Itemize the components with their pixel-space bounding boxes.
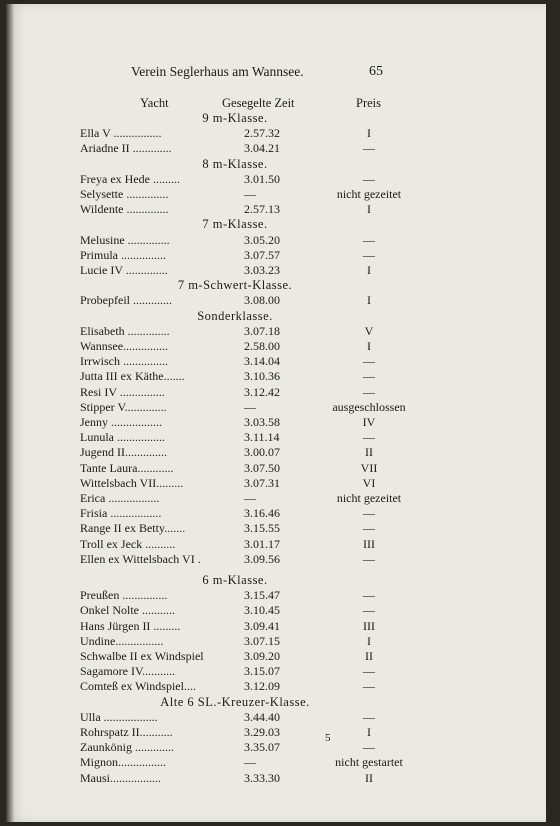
prize: — (363, 141, 375, 156)
yacht-name: Hans Jürgen II ......... (80, 618, 181, 633)
class-heading-label: Alte 6 SL.-Kreuzer-Klasse. (160, 694, 310, 709)
result-row (6, 339, 546, 354)
yacht-name: Freya ex Hede ......... (80, 171, 180, 186)
sailed-time: 3.05.20 (244, 232, 280, 247)
result-row (6, 369, 546, 384)
yacht-name: Tante Laura............ (80, 460, 174, 475)
sailed-time: 3.07.31 (244, 475, 280, 490)
prize: II (365, 649, 373, 663)
yacht-name: Probepfeil ............. (80, 293, 172, 308)
prize: I (367, 633, 371, 648)
sailed-time: — (244, 187, 256, 201)
sailed-time: 3.09.41 (244, 618, 280, 633)
sailed-time: 3.01.17 (244, 536, 280, 551)
yacht-name: Sagamore IV........... (80, 664, 176, 679)
prize: — (363, 603, 375, 618)
result-row (6, 233, 546, 248)
sailed-time: 3.07.15 (244, 633, 280, 648)
result-row (6, 740, 546, 755)
result-row (6, 649, 546, 664)
result-row (6, 771, 546, 786)
sailed-time: 3.10.45 (244, 603, 280, 618)
prize: VI (362, 475, 376, 490)
sailed-time: 3.29.03 (244, 725, 280, 739)
sailed-time: — (244, 399, 256, 414)
class-heading-label: Sonderklasse. (197, 308, 273, 323)
result-row (6, 461, 546, 476)
sailed-time: 3.33.30 (244, 770, 280, 785)
prize: — (363, 740, 375, 755)
prize: nicht gezeitet (336, 187, 402, 201)
result-row (6, 400, 546, 415)
class-heading-label: 9 m-Klasse. (202, 111, 268, 125)
prize: I (367, 202, 371, 217)
class-heading-label: 6 m-Klasse. (202, 573, 268, 587)
sailed-time: 3.44.40 (244, 709, 280, 724)
prize: I (367, 126, 371, 141)
yacht-name: Stipper V.............. (80, 399, 167, 414)
class-heading (6, 573, 546, 588)
result-row (6, 445, 546, 460)
yacht-name: Zaunkönig ............. (80, 740, 174, 755)
class-heading (6, 278, 546, 293)
yacht-name: Selysette .............. (80, 187, 169, 201)
result-row (6, 521, 546, 536)
sailed-time: — (244, 491, 256, 505)
prize: — (363, 679, 375, 694)
sailed-time: 3.04.21 (244, 141, 280, 156)
result-row (6, 248, 546, 263)
prize: III (363, 618, 375, 633)
result-row (6, 476, 546, 491)
yacht-name: Wildente .............. (80, 202, 169, 217)
yacht-name: Onkel Nolte ........... (80, 603, 175, 618)
yacht-name: Wittelsbach VII......... (80, 475, 184, 490)
result-row (6, 491, 546, 506)
result-row (6, 588, 546, 603)
book-page (6, 4, 546, 822)
result-row (6, 126, 546, 141)
result-row (6, 537, 546, 552)
result-row (6, 552, 546, 567)
yacht-name: Ellen ex Wittelsbach VI . (80, 551, 201, 566)
prize: V (364, 323, 374, 338)
yacht-name: Jutta III ex Käthe....... (80, 369, 185, 384)
sailed-time: 2.58.00 (244, 339, 280, 353)
sailed-time: 3.09.56 (244, 551, 280, 566)
class-heading (6, 217, 546, 232)
yacht-name: Jugend II.............. (80, 445, 167, 460)
page-number: 65 (369, 64, 383, 79)
result-row (6, 263, 546, 278)
prize: IV (362, 415, 376, 429)
prize: — (363, 664, 375, 679)
prize: II (365, 770, 373, 785)
prize: nicht gestartet (335, 755, 403, 770)
sailed-time: 3.35.07 (244, 740, 280, 755)
class-heading-label: 8 m-Klasse. (202, 156, 268, 171)
yacht-name: Melusine .............. (80, 232, 170, 247)
prize: — (363, 506, 375, 521)
yacht-name: Irrwisch ............... (80, 354, 168, 369)
yacht-name: Troll ex Jeck .......... (80, 536, 176, 551)
result-row (6, 710, 546, 725)
prize: I (367, 263, 371, 277)
result-row (6, 664, 546, 679)
yacht-name: Resi IV ............... (80, 384, 165, 399)
sailed-time: 3.03.23 (244, 263, 280, 277)
result-row (6, 634, 546, 649)
yacht-name: Mignon................ (80, 755, 167, 770)
signature-mark: 5 (325, 732, 331, 744)
sailed-time: 3.10.36 (244, 369, 280, 384)
result-row (6, 430, 546, 445)
prize: I (367, 293, 371, 308)
sailed-time: 3.14.04 (244, 354, 280, 369)
yacht-name: Schwalbe II ex Windspiel (80, 649, 204, 663)
sailed-time: 2.57.32 (244, 126, 280, 141)
prize: — (363, 709, 375, 724)
class-heading (6, 157, 546, 172)
sailed-time: 3.07.57 (244, 247, 280, 262)
yacht-name: Ariadne II ............. (80, 141, 172, 156)
sailed-time: 3.08.00 (244, 293, 280, 308)
sailed-time: 3.12.09 (244, 679, 280, 694)
yacht-name: Wannsee............... (80, 339, 169, 353)
result-row (6, 385, 546, 400)
prize: — (363, 232, 375, 247)
yacht-name: Preußen ............... (80, 588, 168, 603)
result-row (6, 141, 546, 156)
class-heading-label: 7 m-Klasse. (202, 217, 268, 232)
yacht-name: Mausi................. (80, 770, 161, 785)
class-heading-label: 7 m-Schwert-Klasse. (177, 278, 293, 293)
sailed-time: 3.01.50 (244, 171, 280, 186)
column-header-yacht: Yacht (140, 96, 169, 110)
class-heading (6, 695, 546, 710)
yacht-name: Jenny ................. (80, 415, 162, 429)
prize: VII (360, 460, 378, 475)
prize: — (363, 551, 375, 566)
class-heading (6, 309, 546, 324)
prize: I (367, 339, 371, 353)
result-row (6, 725, 546, 740)
column-header-prize: Preis (356, 96, 381, 110)
yacht-name: Elisabeth .............. (80, 323, 170, 338)
prize: — (363, 247, 375, 262)
sailed-time: 3.15.55 (244, 521, 280, 536)
sailed-time: 3.11.14 (244, 430, 280, 445)
prize: I (367, 725, 371, 739)
result-row (6, 187, 546, 202)
prize: — (363, 588, 375, 603)
prize: — (363, 369, 375, 384)
result-row (6, 354, 546, 369)
result-row (6, 293, 546, 308)
sailed-time: 3.12.42 (244, 384, 280, 399)
result-row (6, 506, 546, 521)
sailed-time: 3.15.07 (244, 664, 280, 679)
class-heading (6, 111, 546, 126)
prize: ausgeschlossen (332, 399, 406, 414)
page-header (6, 64, 546, 84)
sailed-time: 3.07.18 (244, 323, 280, 338)
prize: — (363, 384, 375, 399)
yacht-name: Ulla .................. (80, 709, 158, 724)
prize: — (363, 521, 375, 536)
prize: — (363, 171, 375, 186)
result-row (6, 415, 546, 430)
yacht-name: Range II ex Betty....... (80, 521, 186, 536)
result-row (6, 324, 546, 339)
prize: — (363, 354, 375, 369)
sailed-time: 3.00.07 (244, 445, 280, 460)
result-row (6, 619, 546, 634)
yacht-name: Ella V ................ (80, 126, 162, 141)
prize: nicht gezeitet (336, 491, 402, 505)
yacht-name: Frisia ................. (80, 506, 162, 521)
sailed-time: 3.07.50 (244, 460, 280, 475)
yacht-name: Erica ................. (80, 491, 160, 505)
sailed-time: 3.16.46 (244, 506, 280, 521)
running-title: Verein Seglerhaus am Wannsee. (131, 64, 304, 79)
yacht-name: Comteß ex Windspiel.... (80, 679, 196, 694)
result-row (6, 172, 546, 187)
result-row (6, 679, 546, 694)
column-header-time: Gesegelte Zeit (222, 96, 295, 110)
result-row (6, 202, 546, 217)
sailed-time: 3.03.58 (244, 415, 280, 429)
yacht-name: Lucie IV .............. (80, 263, 168, 277)
sailed-time: 3.09.20 (244, 649, 280, 663)
yacht-name: Rohrspatz II........... (80, 725, 173, 739)
sailed-time: 2.57.13 (244, 202, 280, 217)
sailed-time: — (244, 755, 256, 770)
prize: — (363, 430, 375, 445)
yacht-name: Undine................ (80, 633, 164, 648)
prize: III (363, 536, 375, 551)
prize: II (365, 445, 373, 460)
yacht-name: Lunula ................ (80, 430, 165, 445)
result-row (6, 603, 546, 618)
result-row (6, 755, 546, 770)
sailed-time: 3.15.47 (244, 588, 280, 603)
yacht-name: Primula ............... (80, 247, 166, 262)
